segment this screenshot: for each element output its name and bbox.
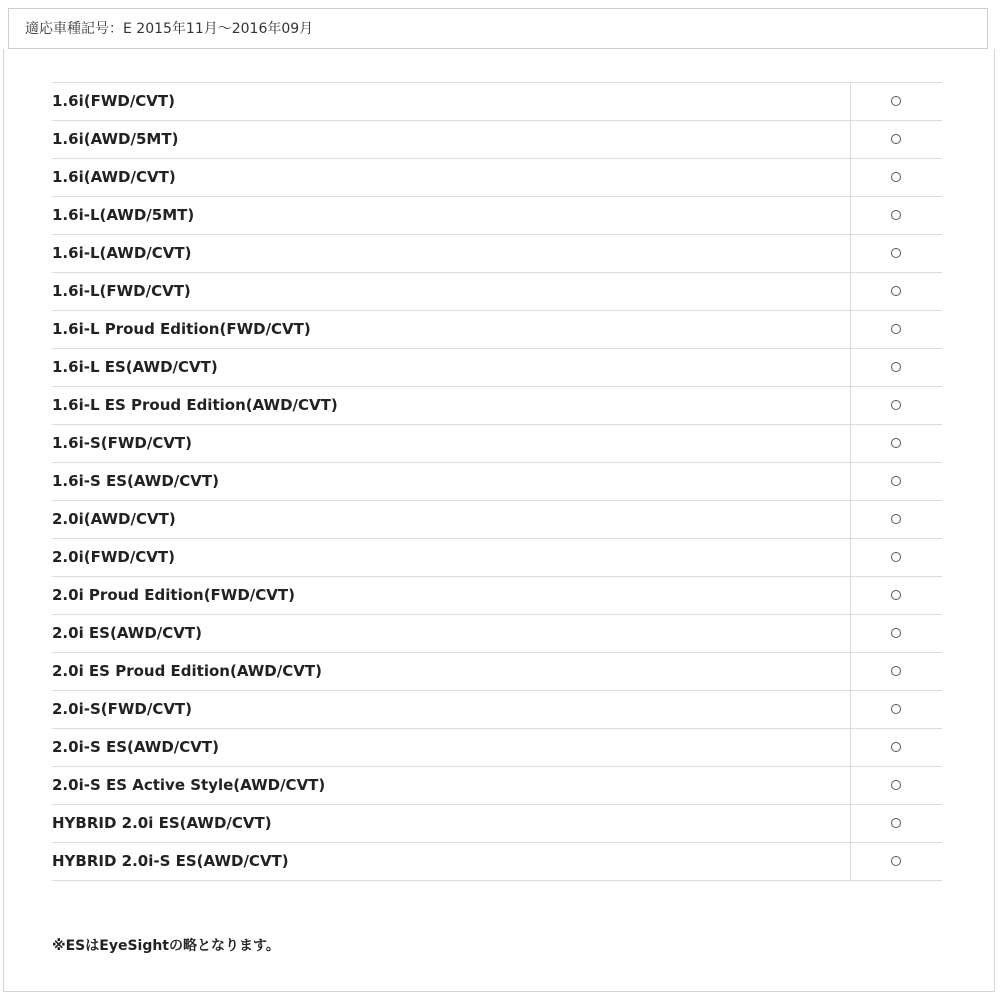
compatibility-mark-cell — [850, 349, 942, 386]
table-row — [52, 387, 942, 425]
table-row — [52, 311, 942, 349]
compatibility-mark-cell — [850, 197, 942, 234]
model-name: 1.6i-L(AWD/5MT) — [52, 206, 195, 224]
table-row — [52, 843, 942, 881]
compatibility-mark-cell — [850, 767, 942, 804]
circle-icon — [891, 628, 901, 638]
circle-icon — [891, 742, 901, 752]
model-name: 1.6i-L(FWD/CVT) — [52, 282, 191, 300]
compatibility-mark-cell — [850, 653, 942, 690]
circle-icon — [891, 552, 901, 562]
model-name: 1.6i-L ES Proud Edition(AWD/CVT) — [52, 396, 338, 414]
circle-icon — [891, 134, 901, 144]
table-row — [52, 273, 942, 311]
compatibility-mark-cell — [850, 577, 942, 614]
compatibility-mark-cell — [850, 159, 942, 196]
compatibility-mark-cell — [850, 615, 942, 652]
model-name: 1.6i-S(FWD/CVT) — [52, 434, 193, 452]
compatibility-header-text: 適応車種記号：E 2015年11月～2016年09月 — [25, 21, 314, 37]
model-name: 1.6i-L Proud Edition(FWD/CVT) — [52, 320, 311, 338]
model-name: 2.0i-S ES(AWD/CVT) — [52, 738, 219, 756]
circle-icon — [891, 324, 901, 334]
table-row — [52, 121, 942, 159]
model-name: 1.6i-L ES(AWD/CVT) — [52, 358, 218, 376]
model-name: 1.6i(AWD/CVT) — [52, 168, 176, 186]
model-name: 2.0i ES Proud Edition(AWD/CVT) — [52, 662, 322, 680]
model-name: 1.6i-L(AWD/CVT) — [52, 244, 192, 262]
eyesight-note: ※ESはEyeSightの略となります。 — [52, 938, 280, 954]
compatibility-header — [8, 8, 988, 49]
compatibility-mark-cell — [850, 501, 942, 538]
table-row — [52, 425, 942, 463]
table-row — [52, 805, 942, 843]
table-row — [52, 197, 942, 235]
model-name: 2.0i Proud Edition(FWD/CVT) — [52, 586, 295, 604]
table-row — [52, 767, 942, 805]
model-name: 2.0i-S ES Active Style(AWD/CVT) — [52, 776, 326, 794]
table-row — [52, 615, 942, 653]
circle-icon — [891, 96, 901, 106]
table-row — [52, 159, 942, 197]
compatibility-mark-cell — [850, 729, 942, 766]
compatibility-content — [3, 49, 995, 992]
circle-icon — [891, 818, 901, 828]
model-name: 1.6i(FWD/CVT) — [52, 92, 175, 110]
compatibility-mark-cell — [850, 235, 942, 272]
model-name: HYBRID 2.0i ES(AWD/CVT) — [52, 814, 272, 832]
model-table — [52, 82, 942, 881]
circle-icon — [891, 438, 901, 448]
compatibility-mark-cell — [850, 425, 942, 462]
circle-icon — [891, 666, 901, 676]
model-name: 2.0i-S(FWD/CVT) — [52, 700, 193, 718]
circle-icon — [891, 590, 901, 600]
circle-icon — [891, 210, 901, 220]
circle-icon — [891, 286, 901, 296]
model-name: 2.0i ES(AWD/CVT) — [52, 624, 202, 642]
table-row — [52, 539, 942, 577]
compatibility-mark-cell — [850, 121, 942, 158]
circle-icon — [891, 704, 901, 714]
circle-icon — [891, 362, 901, 372]
compatibility-mark-cell — [850, 83, 942, 120]
circle-icon — [891, 172, 901, 182]
compatibility-mark-cell — [850, 539, 942, 576]
table-row — [52, 729, 942, 767]
compatibility-mark-cell — [850, 273, 942, 310]
model-name: 2.0i(FWD/CVT) — [52, 548, 175, 566]
circle-icon — [891, 248, 901, 258]
table-row — [52, 691, 942, 729]
circle-icon — [891, 856, 901, 866]
circle-icon — [891, 780, 901, 790]
circle-icon — [891, 400, 901, 410]
model-name: HYBRID 2.0i-S ES(AWD/CVT) — [52, 852, 289, 870]
circle-icon — [891, 514, 901, 524]
table-row — [52, 235, 942, 273]
compatibility-mark-cell — [850, 311, 942, 348]
table-row — [52, 349, 942, 387]
table-row — [52, 501, 942, 539]
table-row — [52, 83, 942, 121]
model-name: 1.6i-S ES(AWD/CVT) — [52, 472, 219, 490]
compatibility-mark-cell — [850, 387, 942, 424]
compatibility-mark-cell — [850, 843, 942, 880]
model-name: 2.0i(AWD/CVT) — [52, 510, 176, 528]
compatibility-mark-cell — [850, 691, 942, 728]
table-row — [52, 577, 942, 615]
compatibility-mark-cell — [850, 463, 942, 500]
table-row — [52, 653, 942, 691]
circle-icon — [891, 476, 901, 486]
table-row — [52, 463, 942, 501]
compatibility-mark-cell — [850, 805, 942, 842]
model-name: 1.6i(AWD/5MT) — [52, 130, 179, 148]
